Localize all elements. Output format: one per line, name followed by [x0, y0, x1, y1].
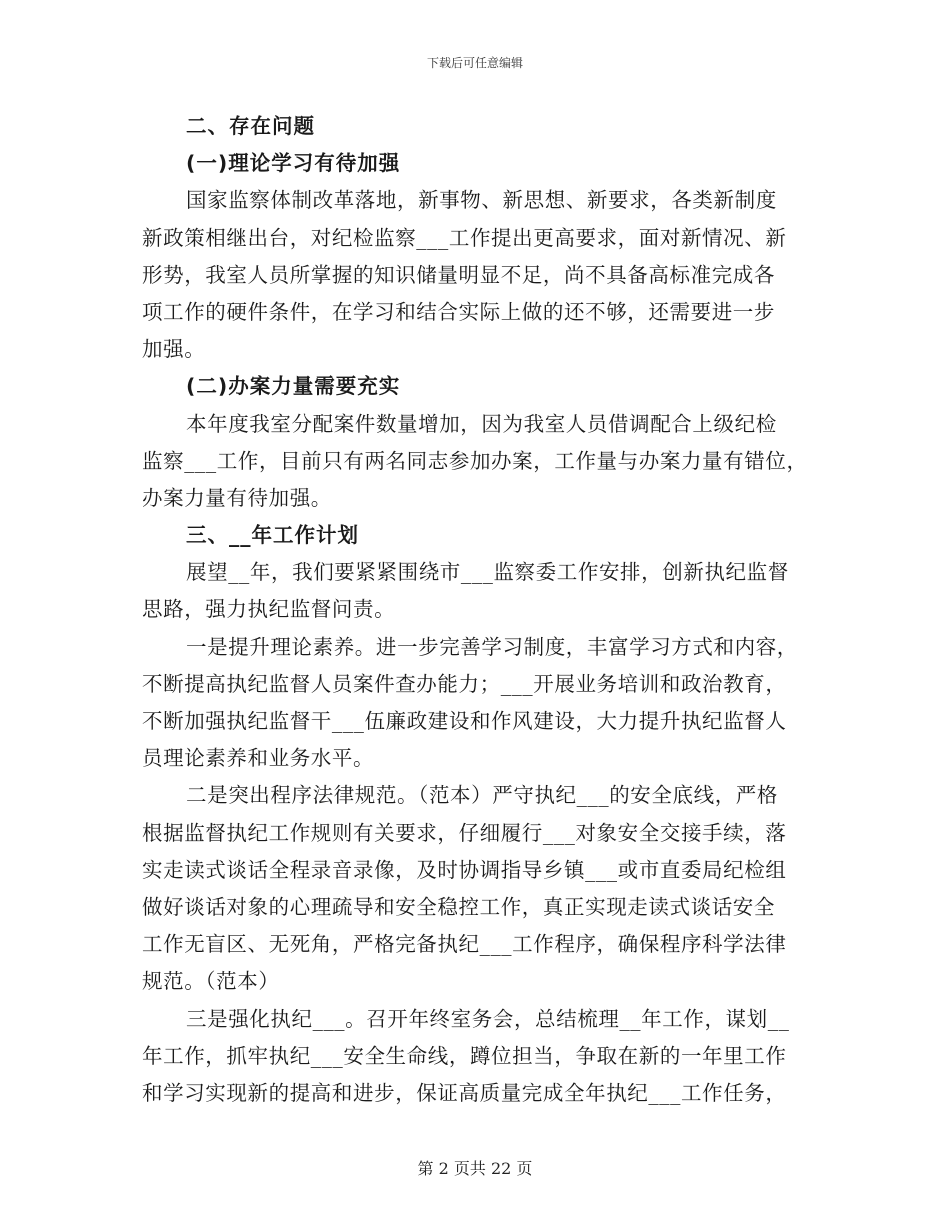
paragraph-line: 不断加强执纪监督干___伍廉政建设和作风建设，大力提升执纪监督人	[142, 709, 787, 733]
paragraph-line: 不断提高执纪监督人员案件查办能力；___开展业务培训和政治教育，	[142, 671, 787, 696]
paragraph-line: 和学习实现新的提高和进步，保证高质量完成全年执纪___工作任务，	[142, 1080, 787, 1105]
paragraph-line: 办案力量有待加强。	[142, 485, 332, 510]
paragraph-first-line: 三是强化执纪___。召开年终室务会，总结梳理__年工作，谋划__	[186, 1006, 790, 1031]
paragraph-line: 根据监督执纪工作规则有关要求，仔细履行___对象安全交接手续，落	[142, 820, 787, 845]
paragraph-first-line: 一是提升理论素养。进一步完善学习制度，丰富学习方式和内容，	[186, 634, 798, 659]
page-header: 下载后可任意编辑	[426, 56, 523, 70]
page-footer: 第 2 页共 22 页	[417, 1159, 533, 1178]
section-heading: (二)办案力量需要充实	[186, 374, 401, 399]
paragraph-line: 实走读式谈话全程录音录像，及时协调指导乡镇___或市直委局纪检组	[142, 857, 787, 882]
section-heading: (一)理论学习有待加强	[186, 151, 401, 176]
paragraph-line: 项工作的硬件条件，在学习和结合实际上做的还不够，还需要进一步	[142, 299, 775, 324]
paragraph-line: 新政策相继出台，对纪检监察___工作提出更高要求，面对新情况、新	[142, 225, 787, 250]
paragraph-line: 监察___工作，目前只有两名同志参加办案，工作量与办案力量有错位，	[142, 448, 808, 473]
paragraph-line: 年工作，抓牢执纪___安全生命线，蹲位担当，争取在新的一年里工作	[142, 1043, 787, 1068]
paragraph-line: 形势，我室人员所掌握的知识储量明显不足，尚不具备高标准完成各	[142, 262, 775, 287]
document-body	[142, 108, 808, 1112]
paragraph-line: 规范。（范本）	[142, 969, 280, 994]
paragraph-line: 加强。	[142, 337, 206, 362]
paragraph-line: 做好谈话对象的心理疏导和安全稳控工作，真正实现走读式谈话安全	[142, 894, 775, 919]
paragraph-first-line: 二是突出程序法律规范。（范本）严守执纪___的安全底线，严格	[186, 783, 778, 808]
section-heading: 三、__年工作计划	[186, 523, 359, 548]
paragraph-line: 员理论素养和业务水平。	[142, 746, 375, 771]
section-heading: 二、存在问题	[186, 114, 315, 138]
paragraph-line: 工作无盲区、无死角，严格完备执纪___工作程序，确保程序科学法律	[142, 932, 787, 957]
paragraph-first-line: 本年度我室分配案件数量增加，因为我室人员借调配合上级纪检	[186, 411, 777, 436]
paragraph-line: 思路，强力执纪监督问责。	[142, 597, 396, 622]
paragraph-first-line: 国家监察体制改革落地，新事物、新思想、新要求，各类新制度	[186, 188, 777, 213]
paragraph-first-line: 展望__年，我们要紧紧围绕市___监察委工作安排，创新执纪监督	[186, 560, 789, 585]
